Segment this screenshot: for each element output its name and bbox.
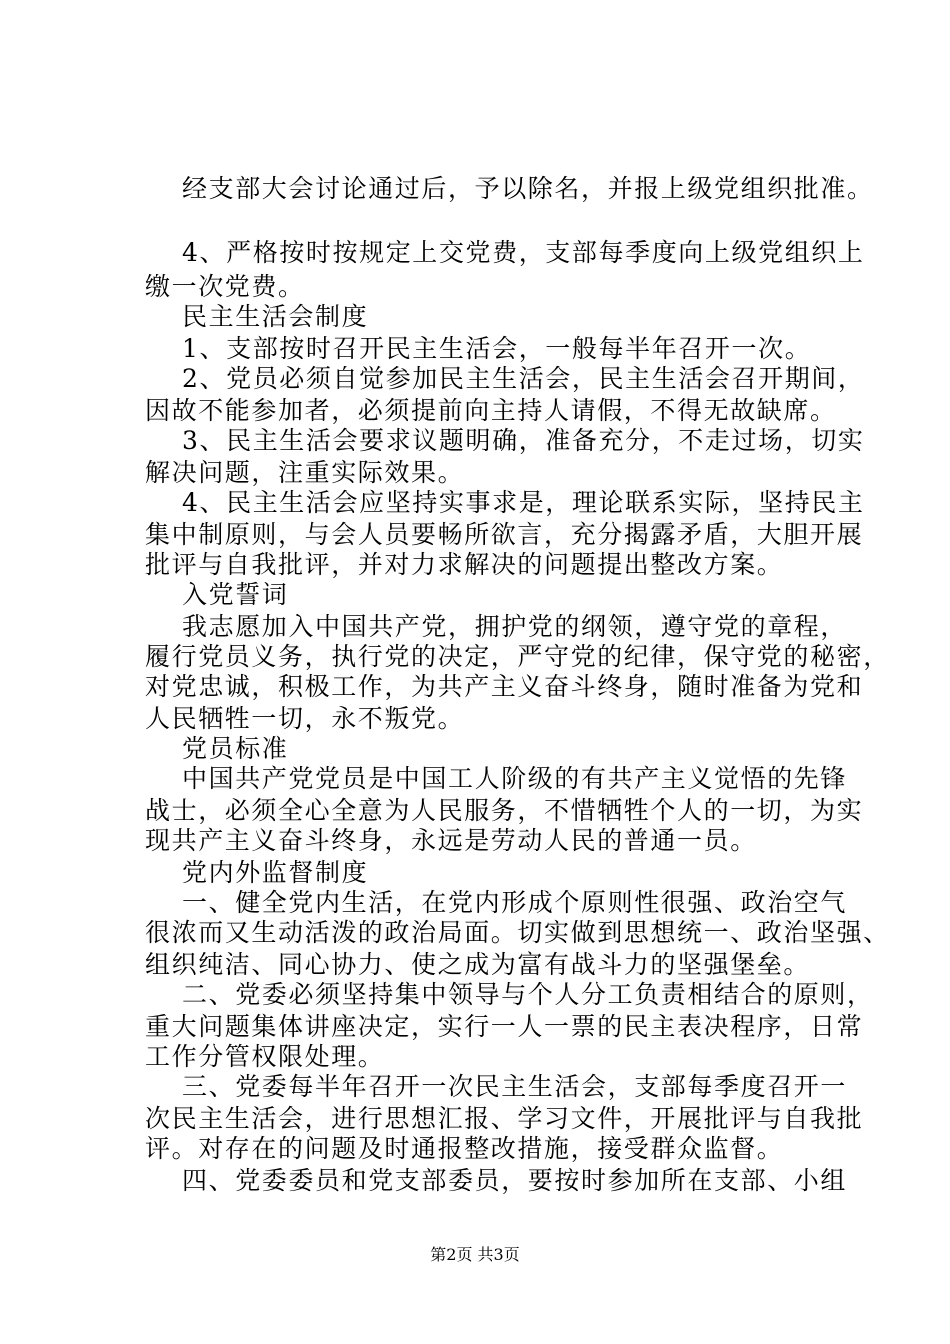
- text-line: 现共产主义奋斗终身，永远是劳动人民的普通一员。: [145, 826, 757, 855]
- text-line: 解决问题，注重实际效果。: [145, 458, 465, 487]
- text-line: 集中制原则，与会人员要畅所欲言，充分揭露矛盾，大胆开展: [145, 520, 864, 549]
- text-line: 组织纯洁、同心协力、使之成为富有战斗力的坚强堡垒。: [145, 950, 811, 979]
- text-line: 2、党员必须自觉参加民主生活会，民主生活会召开期间，: [182, 364, 865, 393]
- text-line: 一、健全党内生活，在党内形成个原则性很强、政治空气: [182, 888, 848, 917]
- text-line: 次民主生活会，进行思想汇报、学习文件，开展批评与自我批: [145, 1104, 864, 1133]
- text-line: 经支部大会讨论通过后，予以除名，并报上级党组织批准。: [182, 174, 874, 203]
- text-line: 批评与自我批评，并对力求解决的问题提出整改方案。: [145, 550, 784, 579]
- text-line: 战士，必须全心全意为人民服务，不惜牺牲个人的一切，为实: [145, 796, 864, 825]
- section-heading: 入党誓词: [182, 580, 289, 609]
- text-line: 很浓而又生动活泼的政治局面。切实做到思想统一、政治坚强、: [145, 918, 890, 947]
- text-line: 人民牺牲一切，永不叛党。: [145, 704, 465, 733]
- text-line: 4、严格按时按规定上交党费，支部每季度向上级党组织上: [182, 238, 865, 267]
- text-line: 3、民主生活会要求议题明确，准备充分，不走过场，切实: [182, 426, 865, 455]
- section-heading: 民主生活会制度: [182, 302, 369, 331]
- text-line: 对党忠诚，积极工作，为共产主义奋斗终身，随时准备为党和: [145, 672, 864, 701]
- text-line: 中国共产党党员是中国工人阶级的有共产主义觉悟的先锋: [182, 764, 848, 793]
- text-line: 三、党委每半年召开一次民主生活会，支部每季度召开一: [182, 1072, 848, 1101]
- text-line: 四、党委委员和党支部委员，要按时参加所在支部、小组: [182, 1166, 848, 1195]
- text-line: 履行党员义务，执行党的决定，严守党的纪律，保守党的秘密，: [145, 642, 890, 671]
- text-line: 工作分管权限处理。: [145, 1042, 385, 1071]
- text-line: 重大问题集体讲座决定，实行一人一票的民主表决程序，日常: [145, 1012, 864, 1041]
- text-line: 我志愿加入中国共产党，拥护党的纲领，遵守党的章程，: [182, 612, 848, 641]
- page-footer: 第2页 共3页: [430, 1245, 520, 1264]
- text-line: 因故不能参加者，必须提前向主持人请假，不得无故缺席。: [145, 396, 837, 425]
- text-line: 4、民主生活会应坚持实事求是，理论联系实际，坚持民主: [182, 488, 865, 517]
- text-line: 二、党委必须坚持集中领导与个人分工负责相结合的原则，: [182, 980, 874, 1009]
- section-heading: 党员标准: [182, 734, 289, 763]
- section-heading: 党内外监督制度: [182, 858, 369, 887]
- text-line: 1、支部按时召开民主生活会，一般每半年召开一次。: [182, 334, 812, 363]
- text-line: 缴一次党费。: [145, 272, 305, 301]
- text-line: 评。对存在的问题及时通报整改措施，接受群众监督。: [145, 1134, 784, 1163]
